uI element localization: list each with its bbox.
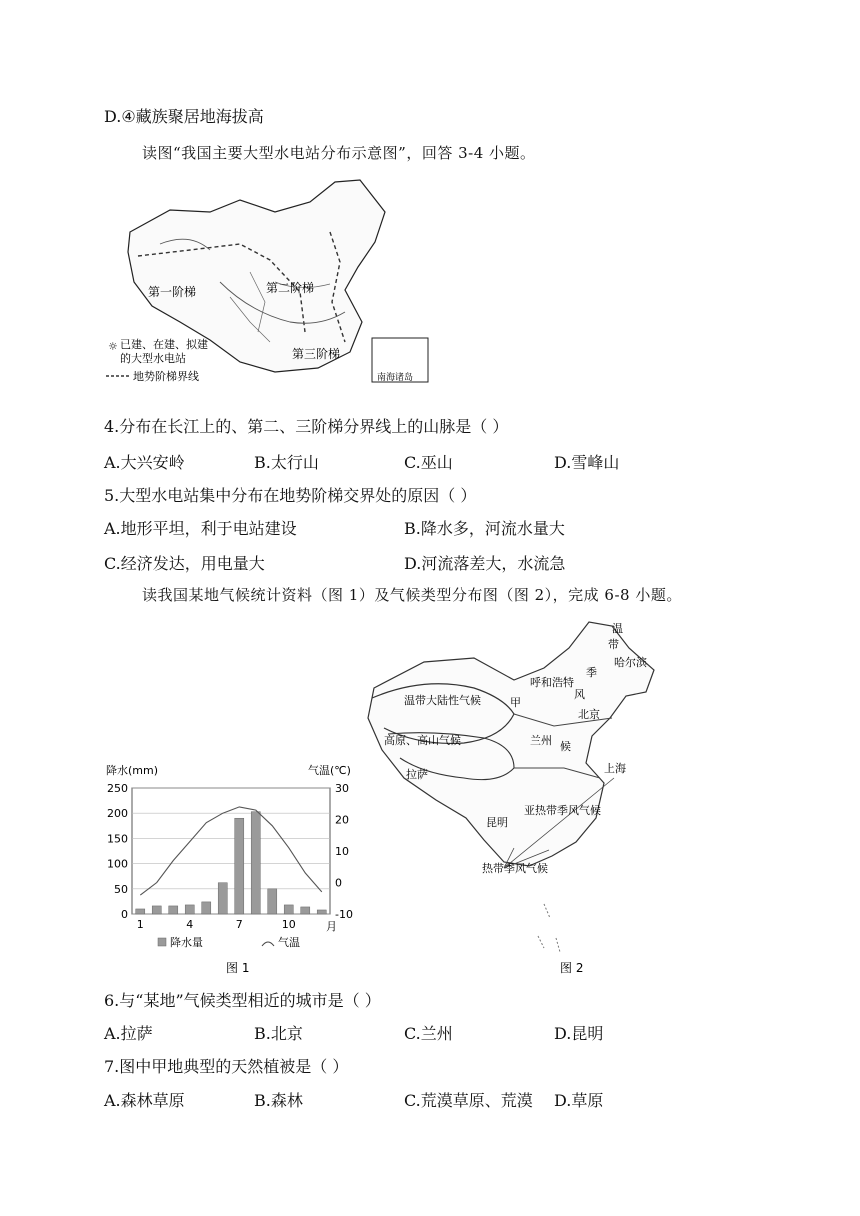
x-axis-unit: 月	[326, 920, 337, 933]
question-6: 6.与“某地”气候类型相近的城市是（ ）	[104, 991, 381, 1010]
left-tick-label: 0	[121, 908, 128, 921]
right-tick-label: 20	[335, 813, 349, 827]
label-yare: 亚热带季风气候	[524, 804, 601, 817]
x-tick-label: 7	[235, 918, 243, 931]
precip-bar	[251, 812, 260, 914]
precip-bar	[284, 905, 293, 914]
step3-label: 第三阶梯	[292, 347, 341, 361]
left-tick-label: 100	[107, 857, 128, 871]
q5-option-a: A.地形平坦，利于电站建设	[104, 519, 297, 538]
right-tick-label: 0	[335, 876, 342, 890]
label-wendai: 温带大陆性气候	[404, 694, 481, 707]
left-tick-label: 50	[114, 882, 128, 896]
legend-temp: 气温	[278, 936, 300, 949]
question-4: 4.分布在长江上的、第二、三阶梯分界线上的山脉是（ ）	[104, 417, 509, 436]
left-tick-label: 250	[107, 782, 128, 795]
precip-bar	[185, 905, 194, 914]
label-redai: 热带季风气候	[482, 862, 548, 875]
climate-chart	[100, 760, 362, 980]
precip-bar	[136, 909, 145, 914]
right-axis-label: 气温(℃)	[308, 764, 351, 777]
plot-frame	[132, 788, 330, 914]
q5-option-d: D.河流落差大，水流急	[404, 554, 566, 573]
x-tick-label: 1	[136, 918, 144, 931]
q7-option-d: D.草原	[554, 1091, 604, 1110]
figure-1-caption: 图 1	[226, 961, 250, 975]
precip-bar	[169, 906, 178, 914]
inset-label: 南海诸岛	[377, 373, 414, 383]
q7-option-b: B.森林	[254, 1091, 303, 1110]
left-axis-label: 降水(mm)	[106, 764, 159, 777]
label-lanzhou: 兰州	[530, 734, 552, 747]
label-shanghai: 上海	[604, 762, 626, 775]
label-wen: 温	[612, 622, 623, 635]
intro-text-1: 读图“我国主要大型水电站分布示意图”，回答 3-4 小题。	[142, 144, 536, 162]
label-beijing: 北京	[578, 708, 600, 721]
right-tick-label: 30	[335, 782, 349, 795]
precip-bar	[301, 907, 310, 914]
climate-type-map	[364, 618, 664, 980]
step1-label: 第一阶梯	[148, 285, 197, 299]
x-tick-label: 10	[281, 918, 296, 931]
q5-option-b: B.降水多，河流水量大	[404, 519, 565, 538]
question-5: 5.大型水电站集中分布在地势阶梯交界处的原因（ ）	[104, 486, 477, 505]
x-tick-label: 4	[186, 918, 194, 931]
q7-option-a: A.森林草原	[104, 1091, 185, 1110]
left-tick-label: 200	[107, 807, 128, 821]
label-jia: 甲	[510, 696, 521, 709]
q5-option-c: C.经济发达，用电量大	[104, 554, 265, 573]
hydropower-map	[100, 172, 440, 386]
label-haerbin: 哈尔滨	[614, 656, 647, 669]
q4-option-c: C.巫山	[404, 453, 453, 472]
q4-option-d: D.雪峰山	[554, 453, 620, 472]
label-huhehaote: 呼和浩特	[530, 676, 574, 689]
label-feng: 风	[574, 688, 585, 701]
q6-option-d: D.昆明	[554, 1024, 604, 1043]
left-tick-label: 150	[107, 832, 128, 846]
intro-text-2: 读我国某地气候统计资料（图 1）及气候类型分布图（图 2），完成 6-8 小题。	[142, 586, 682, 604]
precip-bar	[268, 889, 277, 914]
label-dai: 带	[608, 638, 619, 651]
option-d-line: D.④藏族聚居地海拔高	[104, 107, 264, 126]
q6-option-a: A.拉萨	[104, 1024, 153, 1043]
label-kunming: 昆明	[486, 816, 508, 829]
sun-icon: ☼	[108, 340, 118, 353]
legend-line-label: 地势阶梯界线	[133, 370, 199, 383]
precip-bar	[235, 818, 244, 914]
step2-label: 第二阶梯	[266, 281, 315, 295]
q4-option-b: B.太行山	[254, 453, 319, 472]
label-hou: 候	[560, 740, 571, 753]
temperature-line	[140, 807, 321, 895]
precip-bar	[218, 883, 227, 914]
right-tick-label: 10	[335, 845, 349, 858]
legend-precip: 降水量	[170, 936, 203, 949]
question-7: 7.图中甲地典型的天然植被是（ ）	[104, 1057, 349, 1076]
legend-line-swatch	[262, 942, 274, 946]
precip-bar	[202, 902, 211, 914]
label-lasa: 拉萨	[406, 768, 428, 781]
precip-bar	[152, 906, 161, 914]
legend-bar-swatch	[158, 938, 166, 946]
precip-bar	[317, 910, 326, 914]
figure-2-caption: 图 2	[560, 961, 584, 975]
legend-station-label-2: 的大型水电站	[120, 352, 186, 365]
label-ji: 季	[586, 666, 597, 679]
q6-option-b: B.北京	[254, 1024, 303, 1043]
legend-station-label: 已建、在建、拟建	[120, 338, 208, 351]
q7-option-c: C.荒漠草原、荒漠	[404, 1091, 533, 1110]
q4-option-a: A.大兴安岭	[104, 453, 185, 472]
right-tick-label: -10	[335, 908, 353, 921]
label-gaoyuan: 高原、高山气候	[384, 734, 461, 747]
q6-option-c: C.兰州	[404, 1024, 453, 1043]
